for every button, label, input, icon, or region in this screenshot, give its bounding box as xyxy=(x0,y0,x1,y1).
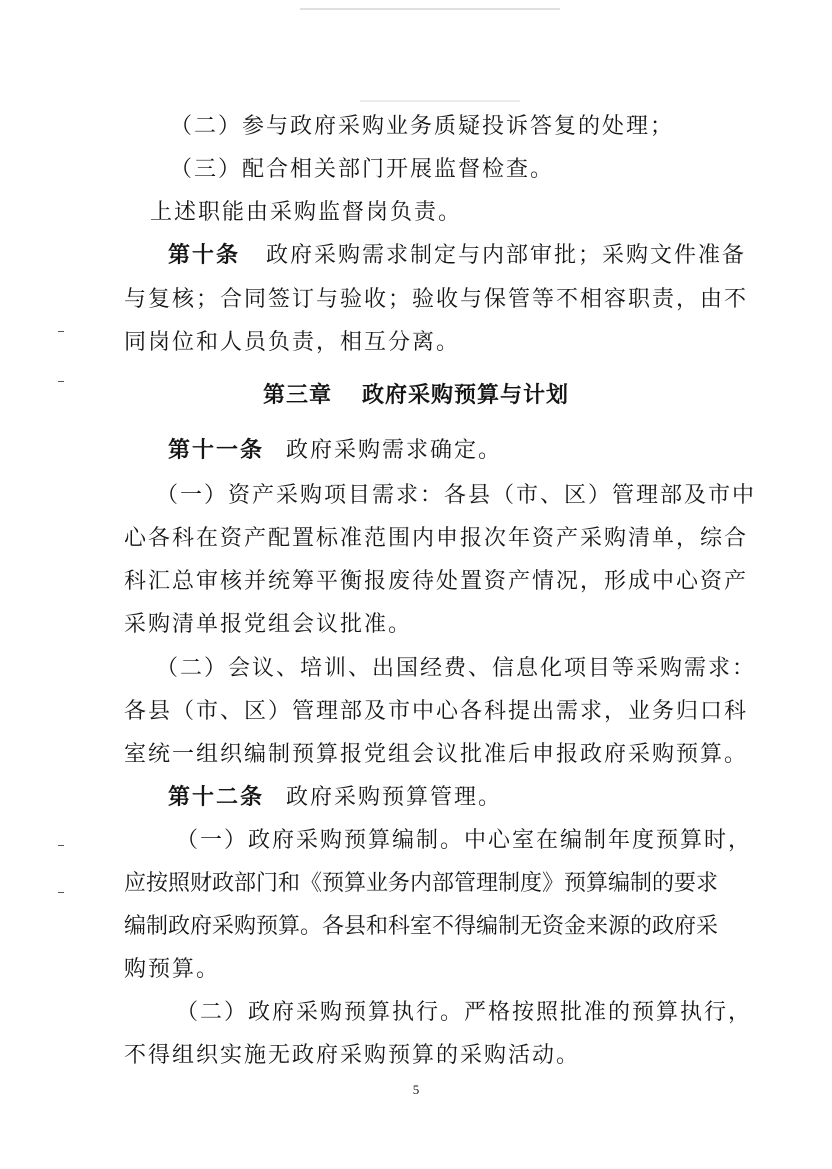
paragraph-line: （二）参与政府采购业务质疑投诉答复的处理； xyxy=(170,114,675,139)
paragraph-line: （三）配合相关部门开展监督检查。 xyxy=(170,157,555,182)
article-10-label: 第十条 xyxy=(168,243,241,268)
paragraph-line: 编制政府采购预算。各县和科室不得编制无资金来源的政府采 xyxy=(124,914,719,939)
paragraph-line: 心各科在资产配置标准范围内申报次年资产采购清单，综合 xyxy=(124,526,749,551)
paragraph-line: （二）政府采购预算执行。严格按照批准的预算执行， xyxy=(176,1000,753,1025)
paragraph-line: 科汇总审核并统筹平衡报废待处置资产情况，形成中心资产 xyxy=(124,569,749,594)
article-10-line xyxy=(168,241,746,271)
scan-artifact-faint-line xyxy=(360,100,520,102)
binding-mark xyxy=(58,381,64,382)
binding-mark xyxy=(58,892,64,893)
paragraph-line: （二）会议、培训、出国经费、信息化项目等采购需求： xyxy=(156,656,757,681)
article-11-text: 政府采购需求确定。 xyxy=(286,438,503,463)
chapter-title: 政府采购预算与计划 xyxy=(362,383,570,408)
binding-mark xyxy=(58,845,64,846)
chapter-number: 第三章 xyxy=(262,383,332,408)
paragraph-line: 室统一组织编制预算报党组会议批准后申报政府采购预算。 xyxy=(124,742,749,767)
article-10-text: 政府采购需求制定与内部审批；采购文件准备 xyxy=(266,243,747,268)
chapter-heading xyxy=(0,381,832,411)
article-12-label: 第十二条 xyxy=(168,785,265,810)
paragraph-line: 上述职能由采购监督岗负责。 xyxy=(150,200,463,225)
article-11-line xyxy=(168,436,502,466)
paragraph-line: 采购清单报党组会议批准。 xyxy=(124,612,413,637)
article-12-text: 政府采购预算管理。 xyxy=(286,785,503,810)
binding-mark xyxy=(58,331,64,332)
scan-artifact-top xyxy=(300,8,560,10)
paragraph-line: 与复核；合同签订与验收；验收与保管等不相容职责，由不 xyxy=(124,287,749,312)
article-12-line xyxy=(168,783,502,813)
paragraph-line: 各县（市、区）管理部及市中心各科提出需求，业务归口科 xyxy=(124,699,749,724)
paragraph-line: 应按照财政部门和《预算业务内部管理制度》预算编制的要求 xyxy=(124,871,719,896)
paragraph-line: 不得组织实施无政府采购预算的采购活动。 xyxy=(124,1043,581,1068)
page-number: 5 xyxy=(412,1082,420,1097)
paragraph-line: 购预算。 xyxy=(124,957,221,982)
article-11-label: 第十一条 xyxy=(168,438,265,463)
paragraph-line: 同岗位和人员负责，相互分离。 xyxy=(124,330,461,355)
paragraph-line: （一）资产采购项目需求：各县（市、区）管理部及市中 xyxy=(156,483,757,508)
paragraph-line: （一）政府采购预算编制。中心室在编制年度预算时， xyxy=(176,828,753,853)
